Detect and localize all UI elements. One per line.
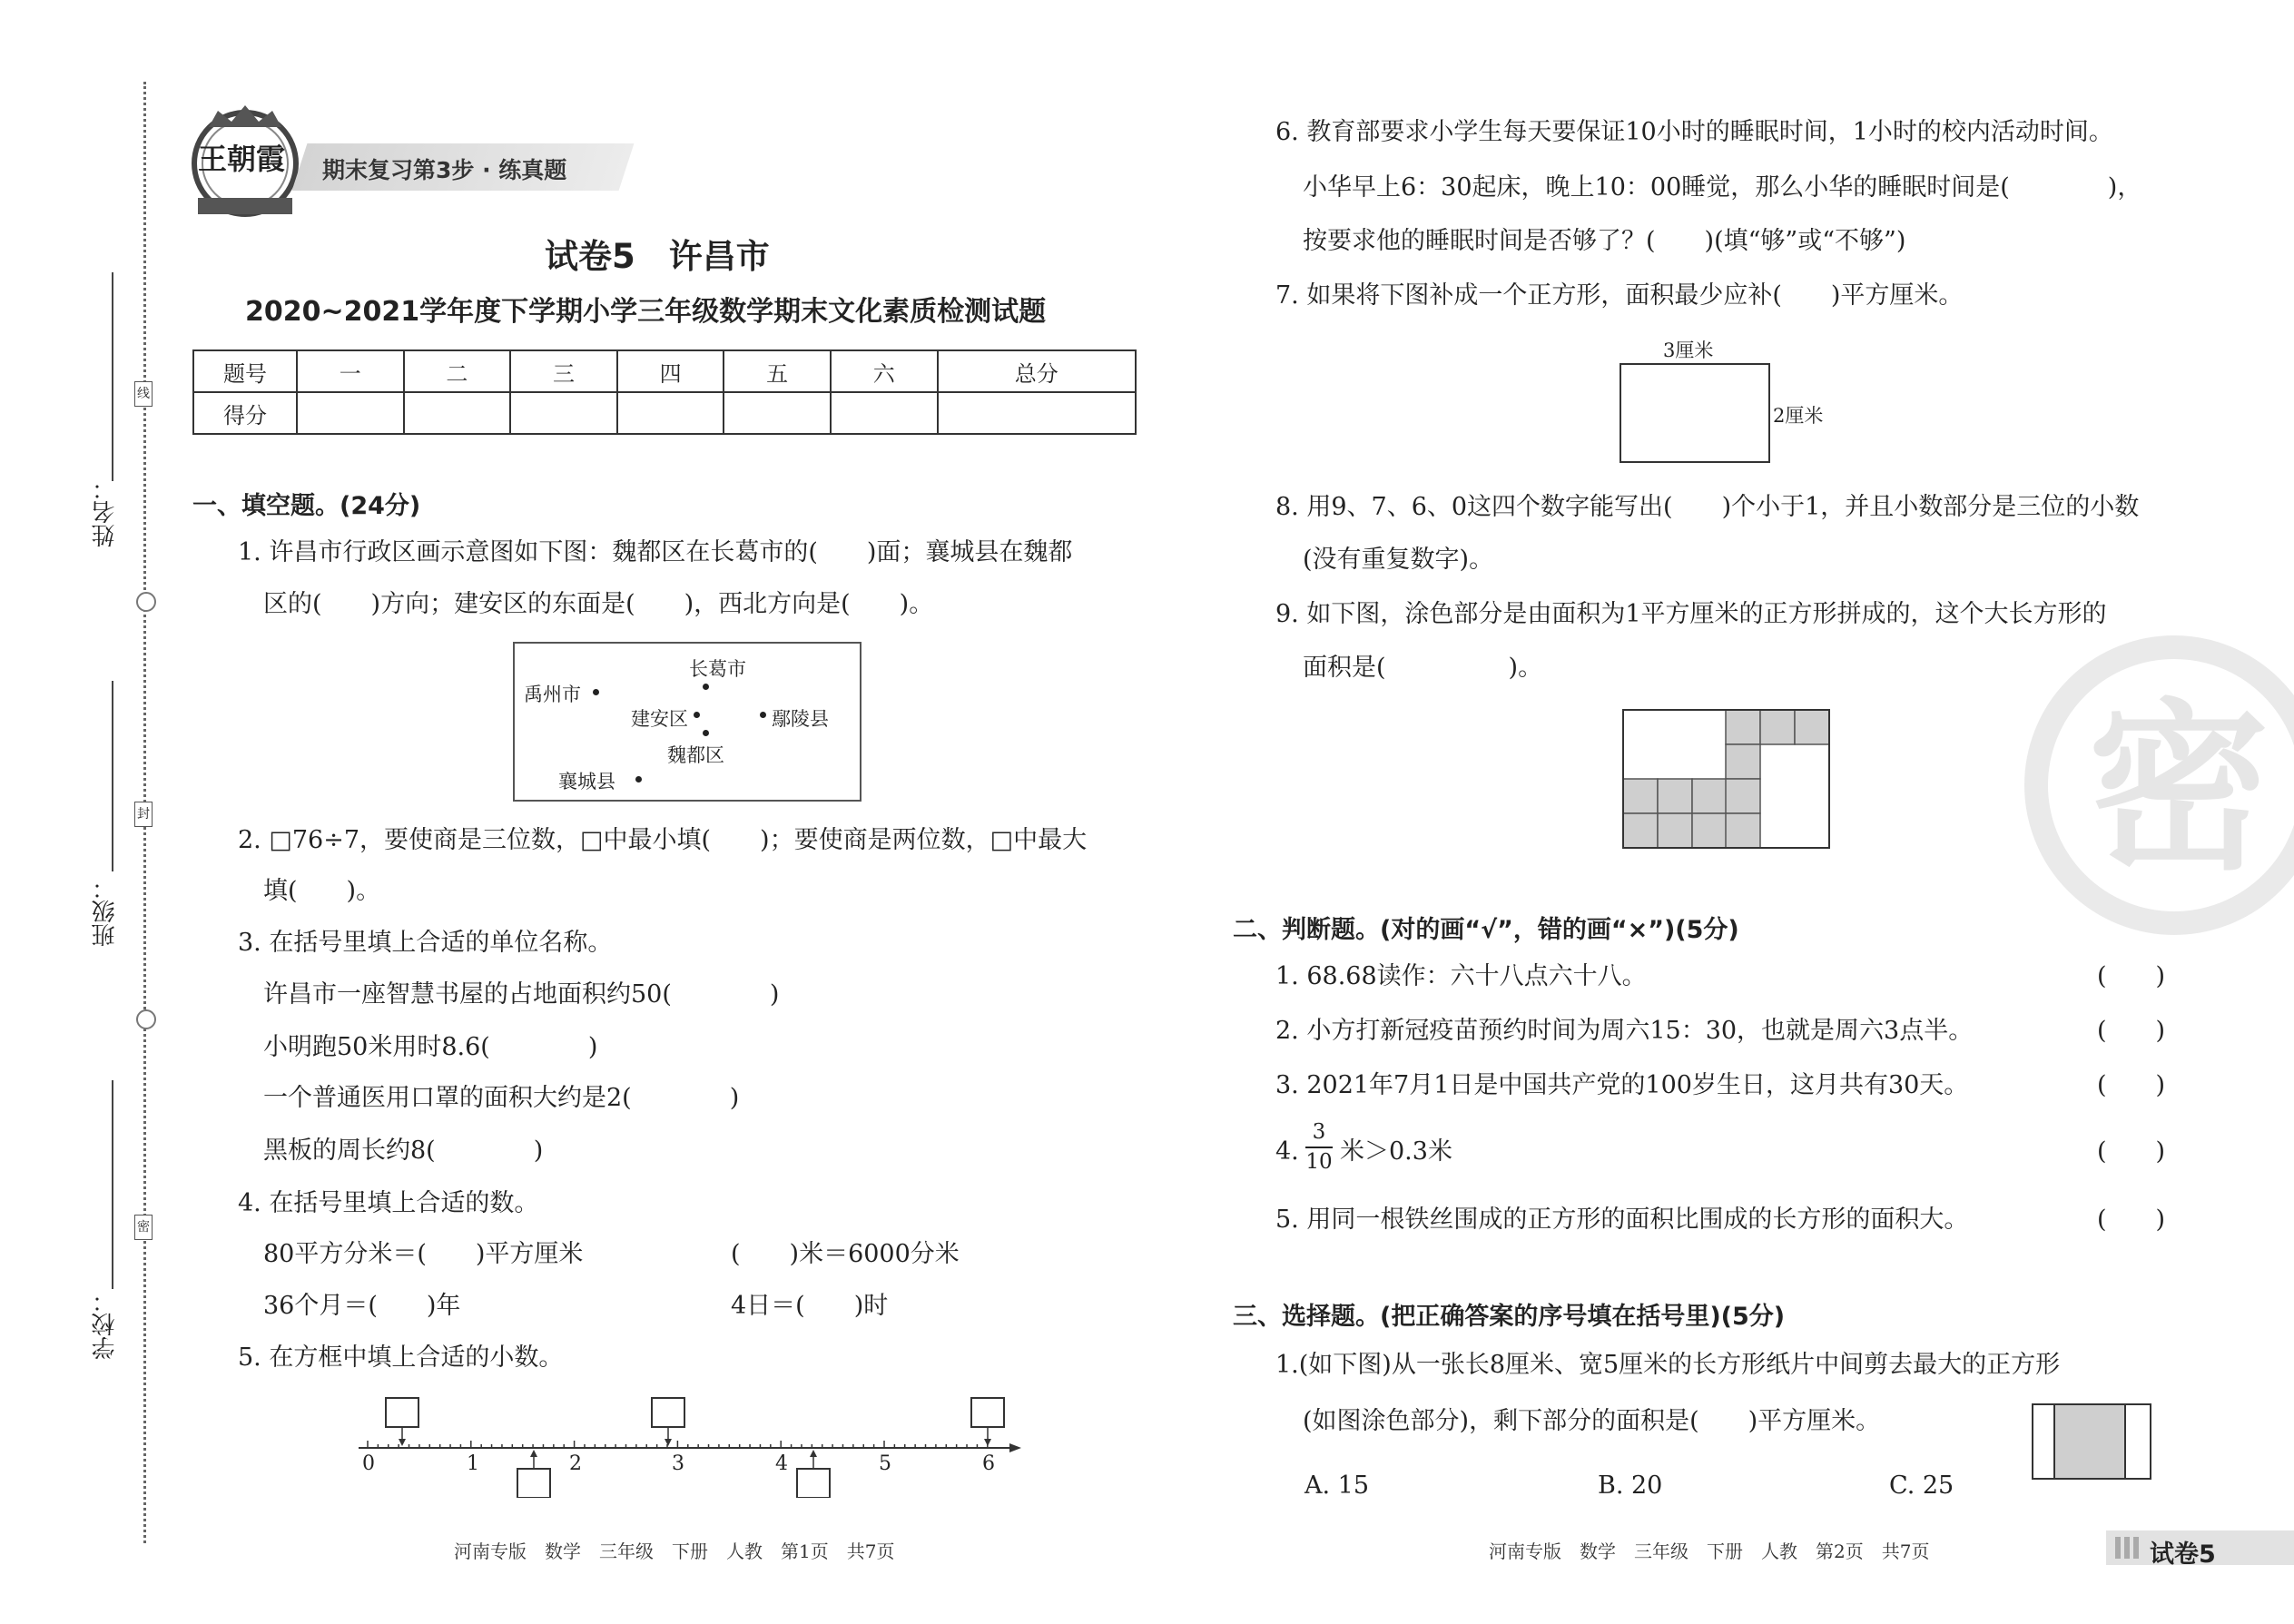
score-cell[interactable] xyxy=(831,392,938,434)
section3-title: 三、选择题。(把正确答案的序号填在括号里)(5分) xyxy=(1233,1303,1786,1331)
fraction-denominator: 10 xyxy=(1305,1150,1333,1174)
question-4-a: 80平方分米＝( )平方厘米 xyxy=(263,1240,584,1268)
map-dot xyxy=(703,730,709,736)
score-cell[interactable] xyxy=(724,392,831,434)
fraction xyxy=(1305,1122,1333,1173)
judge-item-1: 1. 68.68读作：六十八点六十八。 xyxy=(1275,962,1647,990)
shaded-square xyxy=(2053,1405,2126,1478)
binding-tag-secret: 密 xyxy=(134,1215,153,1240)
exam-title: 试卷5 许昌市 xyxy=(545,237,770,276)
map-dot xyxy=(703,684,709,690)
judge-item-5: 5. 用同一根铁丝围成的正方形的面积比围成的长方形的面积大。 xyxy=(1275,1206,1969,1234)
step-banner-text: 期末复习第3步 · 练真题 xyxy=(322,157,567,183)
map-dot xyxy=(760,712,766,718)
question-6-line1: 6. 教育部要求小学生每天要保证10小时的睡眠时间，1小时的校内活动时间。 xyxy=(1275,118,2113,146)
binding-circle-icon xyxy=(136,1009,156,1029)
choice-1-line1: 1.(如下图)从一张长8厘米、宽5厘米的长方形纸片中间剪去最大的正方形 xyxy=(1275,1351,2061,1379)
map-label-yanling: 鄢陵县 xyxy=(772,708,829,730)
score-cell[interactable] xyxy=(938,392,1136,434)
score-col-header: 总分 xyxy=(938,350,1136,392)
score-col-header: 五 xyxy=(724,350,831,392)
question-2-line2: 填( )。 xyxy=(263,877,381,905)
watermark-text: 密 xyxy=(2088,684,2270,895)
score-col-header: 六 xyxy=(831,350,938,392)
judge-item-4: 米＞0.3米 xyxy=(1340,1137,1452,1166)
map-label-xiangcheng: 襄城县 xyxy=(558,771,615,792)
question-2-line1: 2. □76÷7，要使商是三位数，□中最小填( )；要使商是两位数，□中最大 xyxy=(238,826,1088,854)
question-4-b: ( )米＝6000分米 xyxy=(731,1240,960,1268)
district-map xyxy=(513,642,861,802)
score-col-header: 题号 xyxy=(193,350,297,392)
cut-square-figure xyxy=(2032,1403,2151,1480)
judge-item-2: 2. 小方打新冠疫苗预约时间为周六15：30，也就是周六3点半。 xyxy=(1275,1017,1974,1045)
map-dot xyxy=(593,689,599,695)
grid-figure xyxy=(1621,708,1832,850)
map-label-changge: 长葛市 xyxy=(689,658,746,680)
choice-option-b[interactable]: B. 20 xyxy=(1598,1471,1663,1500)
question-6-line3: 按要求他的睡眠时间是否够了？( )(填“够”或“不够”) xyxy=(1303,227,1906,255)
map-label-yuzhou: 禹州市 xyxy=(524,684,581,705)
question-3-item: 许昌市一座智慧书屋的占地面积约50( ) xyxy=(263,980,780,1009)
section2-title: 二、判断题。(对的画“√”，错的画“×”)(5分) xyxy=(1233,916,1739,944)
number-line-tick-label: 5 xyxy=(879,1452,891,1475)
number-line-tick-label: 2 xyxy=(569,1452,582,1475)
map-dot xyxy=(635,776,642,782)
class-label: 班级： xyxy=(92,876,119,947)
score-col-header: 二 xyxy=(404,350,511,392)
choice-1-line2: (如图涂色部分)，剩下部分的面积是( )平方厘米。 xyxy=(1303,1407,1881,1435)
footer-tag-dots xyxy=(2115,1537,2142,1559)
number-line-tick-label: 4 xyxy=(775,1452,788,1475)
score-table xyxy=(192,349,1137,435)
question-3-item: 一个普通医用口罩的面积大约是2( ) xyxy=(263,1084,740,1112)
score-cell[interactable] xyxy=(510,392,617,434)
question-3-head: 3. 在括号里填上合适的单位名称。 xyxy=(238,929,613,957)
choice-option-c[interactable]: C. 25 xyxy=(1889,1471,1954,1500)
question-9-line1: 9. 如下图，涂色部分是由面积为1平方厘米的正方形拼成的，这个大长方形的 xyxy=(1275,600,2107,628)
question-7: 7. 如果将下图补成一个正方形，面积最少应补( )平方厘米。 xyxy=(1275,281,1964,310)
brand-logo-text: 王朝霞 xyxy=(198,142,286,176)
judge-bracket[interactable]: ( ) xyxy=(2097,1206,2166,1234)
exam-subtitle: 2020~2021学年度下学期小学三年级数学期末文化素质检测试题 xyxy=(245,296,1047,328)
question-4-c: 36个月＝( )年 xyxy=(263,1292,461,1320)
judge-bracket[interactable]: ( ) xyxy=(2097,1017,2166,1045)
name-label: 姓名： xyxy=(92,477,119,547)
judge-bracket[interactable]: ( ) xyxy=(2097,962,2166,990)
score-cell[interactable] xyxy=(297,392,404,434)
school-underline xyxy=(112,1080,113,1289)
question-4-d: 4日＝( )时 xyxy=(731,1292,889,1320)
score-col-header: 三 xyxy=(510,350,617,392)
fraction-numerator: 3 xyxy=(1312,1120,1326,1144)
footer-left: 河南专版 数学 三年级 下册 人教 第1页 共7页 xyxy=(454,1540,895,1562)
score-table-header-row xyxy=(193,350,1136,392)
judge-item-3: 3. 2021年7月1日是中国共产党的100岁生日，这月共有30天。 xyxy=(1275,1071,1969,1099)
name-underline xyxy=(112,272,113,481)
class-underline xyxy=(112,681,113,871)
number-line-tick-label: 6 xyxy=(982,1452,995,1475)
question-3-item: 小明跑50米用时8.6( ) xyxy=(263,1033,598,1061)
score-table-row xyxy=(193,392,1136,434)
number-line-tick-label: 0 xyxy=(362,1452,375,1475)
score-col-header: 四 xyxy=(617,350,724,392)
map-label-weidu: 魏都区 xyxy=(667,744,724,766)
question-8-line2: (没有重复数字)。 xyxy=(1303,546,1494,574)
rectangle-figure xyxy=(1620,363,1770,463)
binding-circle-icon xyxy=(136,592,156,612)
binding-tag-seal: 封 xyxy=(134,802,153,827)
score-cell[interactable] xyxy=(617,392,724,434)
question-5-head: 5. 在方框中填上合适的小数。 xyxy=(238,1343,564,1372)
section1-title: 一、填空题。(24分) xyxy=(192,492,421,520)
score-row-label: 得分 xyxy=(193,392,297,434)
map-label-jianan: 建安区 xyxy=(631,708,688,730)
question-8-line1: 8. 用9、7、6、0这四个数字能写出( )个小于1，并且小数部分是三位的小数 xyxy=(1275,493,2140,521)
number-line-tick-label: 3 xyxy=(672,1452,684,1475)
judge-bracket[interactable]: ( ) xyxy=(2097,1071,2166,1099)
question-1-line2: 区的( )方向；建安区的东面是( )，西北方向是( )。 xyxy=(263,590,934,618)
number-line xyxy=(354,1389,1026,1498)
question-6-line2: 小华早上6：30起床，晚上10：00睡觉，那么小华的睡眠时间是( )， xyxy=(1303,173,2142,202)
question-9-line2: 面积是( )。 xyxy=(1303,654,1543,682)
question-1-line1: 1. 许昌市行政区画示意图如下图：魏都区在长葛市的( )面；襄城县在魏都 xyxy=(238,538,1073,566)
question-4-head: 4. 在括号里填上合适的数。 xyxy=(238,1189,539,1217)
choice-option-a[interactable]: A. 15 xyxy=(1305,1471,1370,1500)
footer-right: 河南专版 数学 三年级 下册 人教 第2页 共7页 xyxy=(1489,1540,1930,1562)
map-dot xyxy=(694,712,700,718)
question-3-item: 黑板的周长约8( ) xyxy=(263,1137,544,1165)
number-line-tick-label: 1 xyxy=(467,1452,479,1475)
rect-height-label: 2厘米 xyxy=(1773,405,1824,427)
judge-item-4-prefix: 4. xyxy=(1275,1137,1299,1166)
judge-bracket[interactable]: ( ) xyxy=(2097,1137,2166,1166)
score-cell[interactable] xyxy=(404,392,511,434)
footer-tag-text: 试卷5 xyxy=(2150,1540,2216,1569)
score-col-header: 一 xyxy=(297,350,404,392)
school-label: 学校： xyxy=(92,1289,119,1360)
rect-width-label: 3厘米 xyxy=(1663,340,1714,361)
binding-tag-line: 线 xyxy=(134,381,153,407)
